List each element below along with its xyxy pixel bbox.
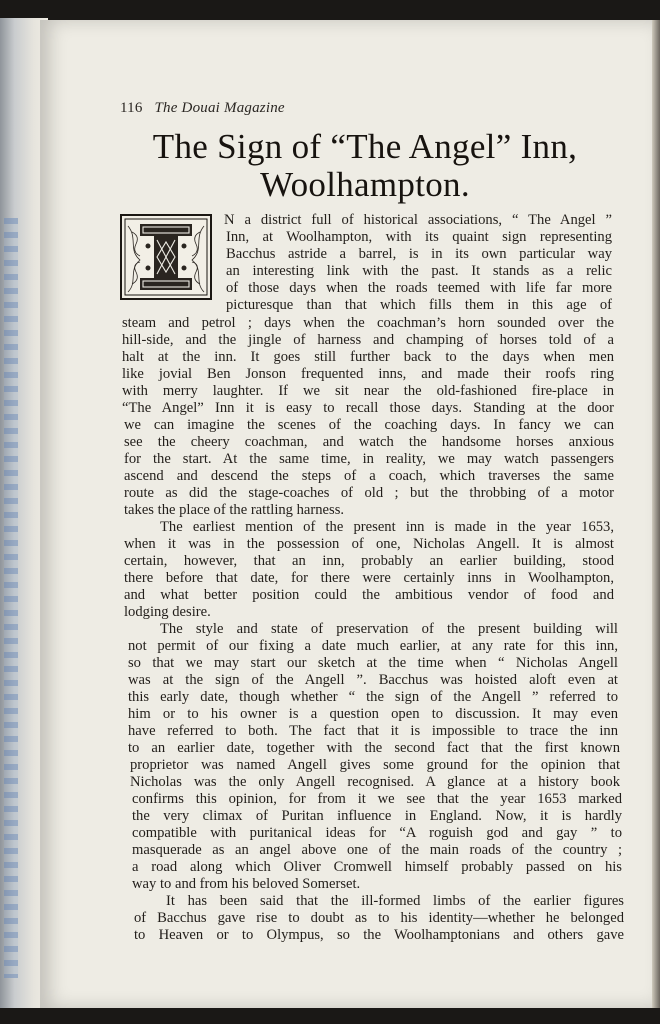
text-line: to Heaven or to Olympus, so the Woolhamptonians and others gave [134, 927, 624, 943]
text-line: takes the place of the rattling harness. [124, 502, 345, 518]
text-line: ascend and descend the steps of a coach, which traverses the same [124, 468, 614, 484]
text-line: proprietor was named Angell gives some ground for the opinion that [130, 757, 620, 773]
text-line: masquerade as an angel above one of the main roads of the country ; [132, 842, 622, 858]
spine-stain [4, 218, 18, 978]
text-line: “The Angel” Inn it is easy to recall those days. Standing at the door [122, 400, 614, 416]
text-line: steam and petrol ; days when the coachman’s horn sounded over the [122, 315, 614, 331]
article-title [100, 128, 630, 204]
text-line: there before that date, for there were certainly inns in Woolhampton, [124, 570, 614, 586]
text-line: Inn, at Woolhampton, with its quaint sign representing [226, 229, 612, 245]
text-line: we can imagine the scenes of the coaching days. In fancy we can [124, 417, 614, 433]
title-line-2: Woolhampton. [260, 165, 470, 204]
running-head [120, 100, 285, 117]
text-line: route as did the stage-coaches of old ; but the throbbing of a motor [124, 485, 614, 501]
text-line: N a district full of historical associations, “ The Angel ” [224, 212, 612, 228]
text-line: and what better position could the ambitious vendor of food and [124, 587, 614, 603]
text-line: confirms this opinion, for from it we see that the year 1653 marked [132, 791, 622, 807]
page-edge [652, 20, 660, 1008]
text-line: lodging desire. [124, 604, 211, 620]
text-line: this early date, though whether “ the sign of the Angell ” referred to [128, 689, 618, 705]
text-line: The style and state of preservation of the present building will [160, 621, 618, 637]
text-line: of those days when the roads teemed with life far more [226, 280, 612, 296]
text-line: a road along which Oliver Cromwell himself probably passed on his [132, 859, 622, 875]
text-line: for the start. At the same time, in reality, we may watch passengers [124, 451, 614, 467]
text-line: compatible with puritanical ideas for “A roguish god and gay ” to [132, 825, 622, 841]
ornamental-dropcap-icon [120, 214, 212, 300]
page-number: 116 [120, 100, 143, 116]
magazine-title: The Douai Magazine [154, 100, 285, 116]
text-line: Nicholas was the only Angell recognised. A glance at a history book [130, 774, 620, 790]
text-line: way to and from his beloved Somerset. [132, 876, 361, 892]
text-line: certain, however, that an inn, probably an earlier building, stood [124, 553, 614, 569]
text-line: see the cheery coachman, and watch the handsome horses anxious [124, 434, 614, 450]
text-line: not permit of our fixing a date much earlier, at any rate for this inn, [128, 638, 618, 654]
text-line: picturesque than that which fills them in this age of [226, 297, 612, 313]
text-line: have referred to both. The fact that it is impossible to trace the inn [128, 723, 618, 739]
text-line: so that we may start our sketch at the time when “ Nicholas Angell [128, 655, 618, 671]
text-line: was at the sign of the Angell ”. Bacchus was hoisted aloft even at [128, 672, 618, 688]
text-line: hill-side, and the jingle of harness and champing of horses told of a [122, 332, 614, 348]
text-line: to an earlier date, together with the second fact that the first known [128, 740, 620, 756]
text-line: Bacchus astride a barrel, is in its own particular way [226, 246, 612, 262]
text-line: an interesting link with the past. It stands as a relic [226, 263, 612, 279]
text-line: It has been said that the ill-formed limbs of the earlier figures [166, 893, 624, 909]
text-line: when it was in the possession of one, Nicholas Angell. It is almost [124, 536, 614, 552]
text-line: of Bacchus gave rise to doubt as to his identity—whether he belonged [134, 910, 624, 926]
text-line: The earliest mention of the present inn is made in the year 1653, [160, 519, 614, 535]
text-line: halt at the inn. It goes still further back to the days when men [122, 349, 614, 365]
title-line-1: The Sign of “The Angel” Inn, [152, 127, 578, 166]
text-line: with merry laughter. If we sit near the old-fashioned fire-place in [122, 383, 614, 399]
text-line: like jovial Ben Jonson frequented inns, and made their roofs ring [122, 366, 614, 382]
text-line: him or to his owner is a question open to discussion. It may even [128, 706, 618, 722]
text-line: the very climax of Puritan influence in England. Now, it is hardly [132, 808, 622, 824]
